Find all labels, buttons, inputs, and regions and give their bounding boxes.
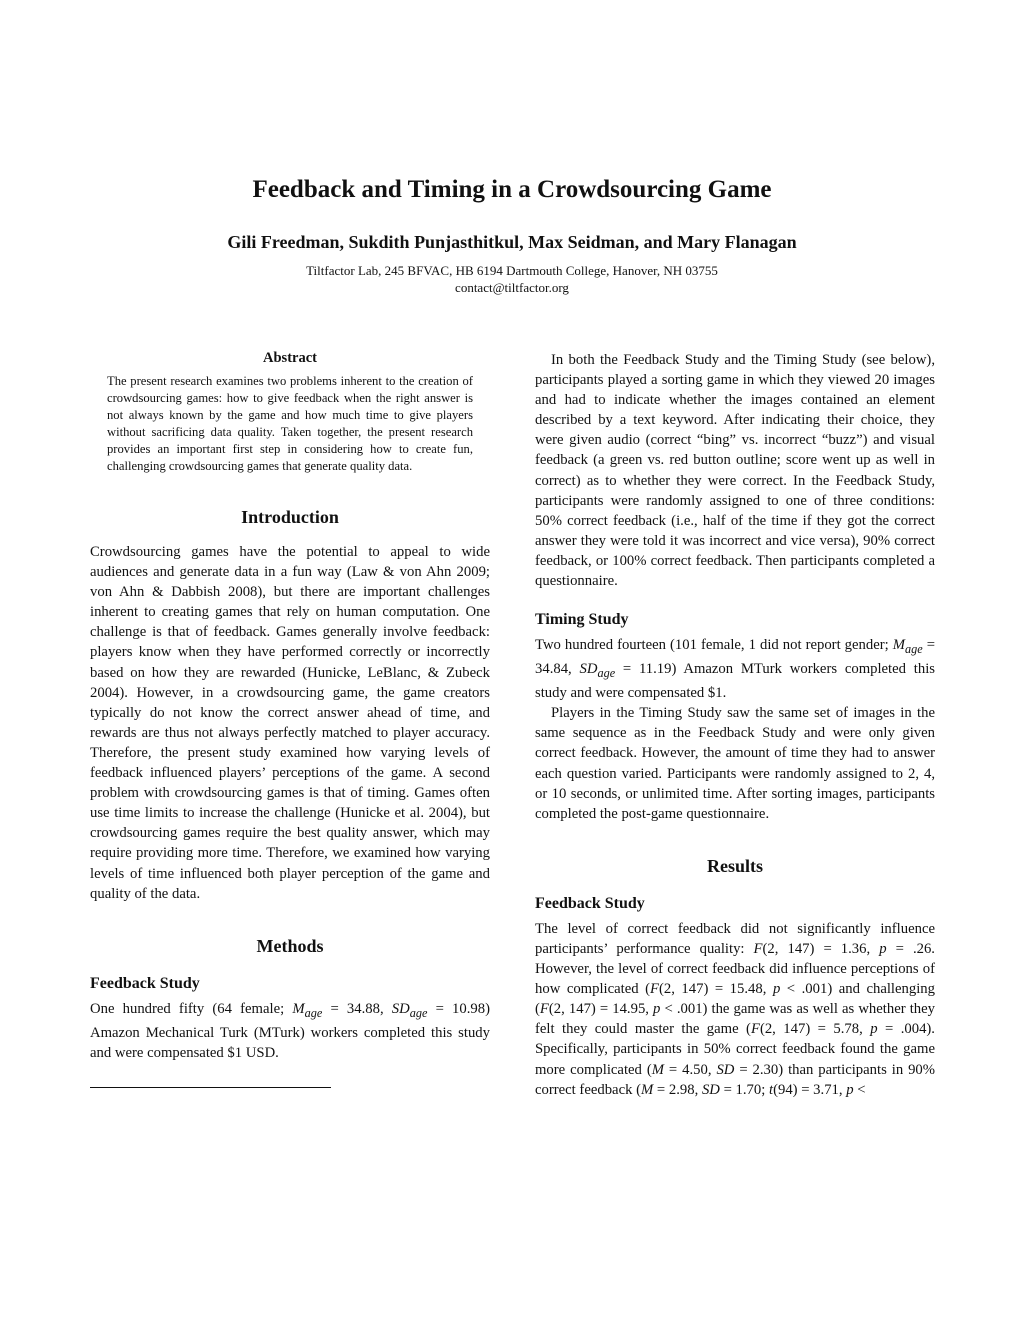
abstract-text: The present research examines two problems inherent to the creation of crowdsourcing games: how to give feedback when the right answer is not always known by the game and how much time to give players without sacrificing data quality. Taken together, the present research provides an important first step in considering how to create fun, challenging crowdsourcing games that generate quality data. xyxy=(107,374,473,473)
paper-title: Feedback and Timing in a Crowdsourcing Game xyxy=(252,176,772,203)
timing-study-heading: Timing Study xyxy=(535,611,629,629)
contact-email: contact@tiltfactor.org xyxy=(455,280,569,295)
methods-heading: Methods xyxy=(256,935,324,956)
introduction-heading: Introduction xyxy=(241,507,339,527)
introduction-text: Crowdsourcing games have the potential to appeal to wide audiences and generate data in a fun way (Law & von Ahn 2009; von Ahn & Dabbish 2008), but there are important challenges inherent to creating games that rely on human computation. One challenge is that of feedback. Games generally involve feedback: players know when they have performed correctly or incorrectly based on how they are rewarded (Hunicke, LeBlanc, & Zubeck 2004). However, in a crowdsourcing game, the game creators typically do not know the correct answer ahead of time, and rewards are thus not always perfectly matched to player accuracy. Therefore, the present study examined how varying levels of feedback influenced players’ perceptions of the game. A second problem with crowdsourcing games is that of timing. Games often use time limits to increase the challenge (Hunicke et al. 2004), but crowdsourcing games require the best quality answer, which may require providing more time. Therefore, we examined how varying levels of time influenced both player perception of the game and quality of the data. xyxy=(90,544,490,902)
procedure-text: In both the Feedback Study and the Timing Study (see below), participants played a sorting game in which they viewed 20 images and had to indicate whether the images contained an element described by a text keyword. After indicating their choice, they were given audio (correct “bing” vs. incorrect “buzz”) and visual feedback (a green vs. red button outline; score went up as well in correct) as to whether they were correct. In the Feedback Study, participants were randomly assigned to one of three conditions: 50% correct feedback (i.e., half of the time if they got the correct answer they were told it was incorrect and vice versa), 90% correct feedback, or 100% correct feedback. Then participants completed a questionnaire. xyxy=(535,352,935,590)
right-column xyxy=(535,350,935,1100)
affiliation-block xyxy=(0,262,1024,296)
left-column xyxy=(90,350,490,1088)
affiliation: Tiltfactor Lab, 245 BFVAC, HB 6194 Dartmouth College, Hanover, NH 03755 xyxy=(306,263,718,278)
timing-procedure-text: Players in the Timing Study saw the same set of images in the same sequence as in the Feedback Study and were only given correct feedback. However, the amount of time they had to answer each question varied. Participants were randomly assigned to 2, 4, or 10 seconds, or unlimited time. After sorting images, participants completed the post-game questionnaire. xyxy=(535,705,935,822)
results-feedback-heading: Feedback Study xyxy=(535,894,645,912)
timing-participants-text: Two hundred fourteen (101 female, 1 did not report gender; $M_{age} = 34.84$, $SD_{age} = 11.19$) Amazon MTurk workers completed this study and were compensated $1. xyxy=(535,637,936,702)
abstract-heading: Abstract xyxy=(263,350,317,366)
paper-authors: Gili Freedman, Sukdith Punjasthitkul, Max Seidman, and Mary Flanagan xyxy=(227,232,797,252)
methods-feedback-heading: Feedback Study xyxy=(90,974,200,992)
footnote-rule xyxy=(90,1087,331,1088)
results-heading: Results xyxy=(706,855,763,876)
feedback-participants-text: One hundred fifty (64 female; $M_{age} = 34.88$, $SD_{age} = 10.98$) Amazon Mechanical Turk (MTurk) workers completed this study and were compensated $1 USD. xyxy=(90,1000,490,1061)
results-feedback-text: The level of correct feedback did not significantly influence participants’ performance quality: F(2, 147) = 1.36, p = .26. However, the level of correct feedback did influence perceptions of how complicated (F(2, 147) = 15.48, p < .001) and challenging (F(2, 147) = 14.95, p < .001) the game was as well as whether they felt they could master the game (F(2, 147) = 5.78, p = .004). Specifically, participants in 50% correct feedback found the game more complicated (M = 4.50, SD = 2.30) than participants in 90% correct feedback (M = 2.98, SD = 1.70; t(94) = 3.71, p < xyxy=(535,920,936,1098)
